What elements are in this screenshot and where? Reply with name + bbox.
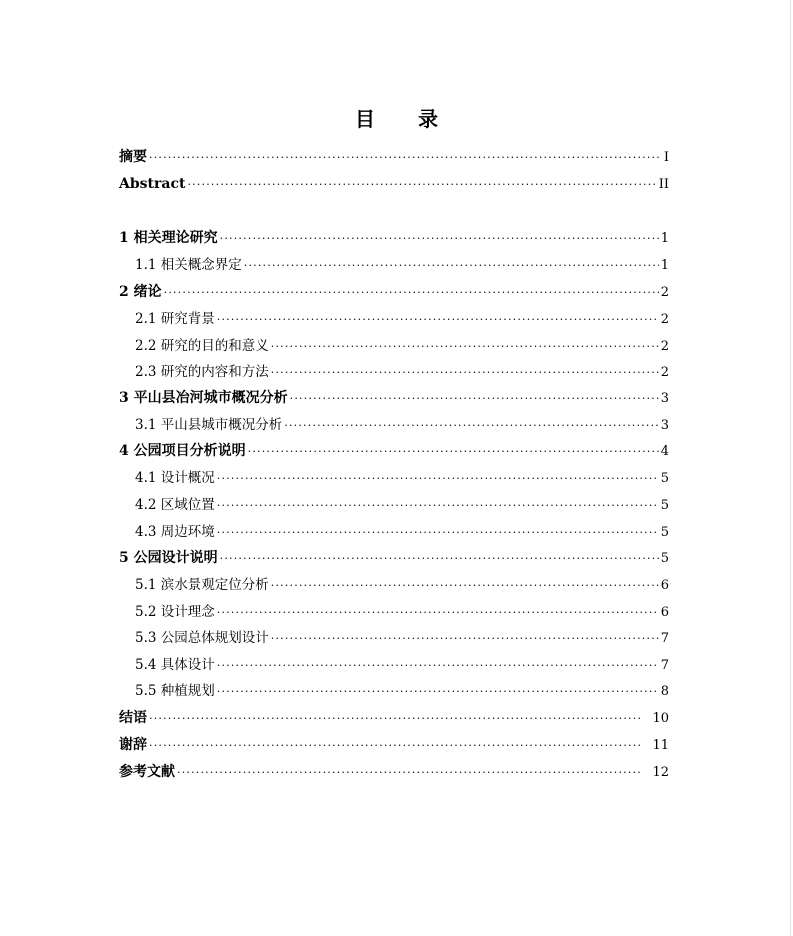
toc-entry-1-1[interactable] — [135, 255, 669, 275]
toc-entry-page: 2 — [660, 339, 669, 354]
toc-entry-page: 5 — [660, 551, 669, 566]
toc-title: 目 录 — [355, 107, 456, 131]
toc-entry-label: 5.1 滨水景观定位分析 — [135, 577, 269, 593]
toc-entry-page: 3 — [660, 418, 669, 433]
toc-leader-dots — [217, 656, 659, 676]
toc-leader-dots — [248, 442, 659, 462]
toc-entry-page: 11 — [652, 738, 669, 753]
toc-leader-dots — [271, 576, 659, 596]
toc-entry-page: 3 — [660, 391, 669, 406]
toc-entry-label: 5.2 设计理念 — [135, 604, 215, 620]
toc-entry-abstract-cn[interactable] — [119, 147, 669, 167]
toc-entry-label: 1.1 相关概念界定 — [135, 257, 242, 273]
toc-leader-dots — [187, 175, 656, 195]
toc-leader-dots — [149, 709, 640, 729]
toc-entry-label: 4.1 设计概况 — [135, 470, 215, 486]
toc-leader-dots — [271, 629, 659, 649]
toc-entry-5-1[interactable] — [135, 575, 669, 595]
toc-entry-page: 8 — [660, 684, 669, 699]
toc-entry-references[interactable] — [119, 762, 669, 782]
toc-entry-label: 5 公园设计说明 — [119, 550, 218, 566]
toc-entry-page: 7 — [660, 658, 669, 673]
toc-entry-page: 6 — [660, 578, 669, 593]
toc-entry-page: 7 — [660, 631, 669, 646]
toc-entry-5-5[interactable] — [135, 681, 669, 701]
toc-entry-label: 5.4 具体设计 — [135, 657, 215, 673]
toc-entry-label: 2.3 研究的内容和方法 — [135, 364, 269, 380]
toc-entry-label: 5.3 公园总体规划设计 — [135, 630, 269, 646]
toc-leader-dots — [217, 682, 659, 702]
toc-entry-3-1[interactable] — [135, 415, 669, 435]
toc-entry-page: 5 — [660, 525, 669, 540]
toc-entry-label: 1 相关理论研究 — [119, 230, 218, 246]
toc-leader-dots — [217, 469, 659, 489]
toc-entry-label: 5.5 种植规划 — [135, 683, 215, 699]
toc-entry-5-2[interactable] — [135, 602, 669, 622]
toc-leader-dots — [149, 736, 640, 756]
toc-entry-2-2[interactable] — [135, 336, 669, 356]
toc-entry-page: 2 — [660, 365, 669, 380]
toc-entry-label: 2.2 研究的目的和意义 — [135, 338, 269, 354]
toc-entry-page: 12 — [652, 765, 669, 780]
toc-entry-page: 4 — [660, 444, 669, 459]
toc-leader-dots — [284, 416, 658, 436]
toc-leader-dots — [220, 549, 659, 569]
toc-leader-dots — [290, 389, 659, 409]
toc-leader-dots — [217, 496, 659, 516]
toc-entry-4-2[interactable] — [135, 495, 669, 515]
toc-entry-chapter-4[interactable] — [119, 441, 669, 461]
toc-entry-chapter-5[interactable] — [119, 548, 669, 568]
toc-entry-4-3[interactable] — [135, 522, 669, 542]
toc-leader-dots — [164, 283, 659, 303]
toc-entry-chapter-2[interactable] — [119, 282, 669, 302]
toc-entry-page: 2 — [660, 312, 669, 327]
toc-entry-chapter-1[interactable] — [119, 228, 669, 248]
toc-leader-dots — [217, 310, 659, 330]
toc-leader-dots — [217, 523, 659, 543]
toc-entry-page: 5 — [660, 498, 669, 513]
toc-entry-acknowledgements[interactable] — [119, 735, 669, 755]
toc-entry-page: 2 — [660, 285, 669, 300]
toc-entry-label: 4.3 周边环境 — [135, 524, 215, 540]
toc-entry-4-1[interactable] — [135, 468, 669, 488]
toc-leader-dots — [244, 256, 659, 276]
toc-entry-label: 4 公园项目分析说明 — [119, 443, 246, 459]
toc-leader-dots — [217, 603, 659, 623]
toc-entry-conclusion[interactable] — [119, 708, 669, 728]
toc-entry-5-4[interactable] — [135, 655, 669, 675]
toc-entry-page: 1 — [660, 231, 669, 246]
toc-entry-page: 10 — [652, 711, 669, 726]
toc-entry-label: Abstract — [119, 176, 186, 192]
toc-entry-page: II — [658, 177, 669, 192]
toc-entry-2-1[interactable] — [135, 309, 669, 329]
toc-entry-page: 5 — [660, 471, 669, 486]
toc-leader-dots — [177, 763, 640, 783]
toc-entry-abstract-en[interactable] — [119, 174, 669, 194]
toc-entry-page: 6 — [660, 605, 669, 620]
toc-entry-label: 3.1 平山县城市概况分析 — [135, 417, 283, 433]
toc-entry-5-3[interactable] — [135, 628, 669, 648]
toc-entry-label: 谢辞 — [119, 737, 147, 753]
toc-leader-dots — [149, 148, 662, 168]
toc-entry-label: 摘要 — [119, 149, 147, 165]
toc-leader-dots — [220, 229, 659, 249]
toc-entry-2-3[interactable] — [135, 362, 669, 382]
toc-entry-page: I — [663, 150, 669, 165]
toc-entry-label: 2.1 研究背景 — [135, 311, 215, 327]
toc-entry-label: 结语 — [119, 710, 147, 726]
toc-entry-label: 3 平山县冶河城市概况分析 — [119, 390, 288, 406]
toc-leader-dots — [271, 363, 659, 383]
toc-entry-page: 1 — [660, 258, 669, 273]
toc-entry-label: 2 绪论 — [119, 284, 162, 300]
toc-leader-dots — [271, 337, 659, 357]
toc-entry-label: 参考文献 — [119, 764, 175, 780]
toc-entry-label: 4.2 区域位置 — [135, 497, 215, 513]
toc-entry-chapter-3[interactable] — [119, 388, 669, 408]
